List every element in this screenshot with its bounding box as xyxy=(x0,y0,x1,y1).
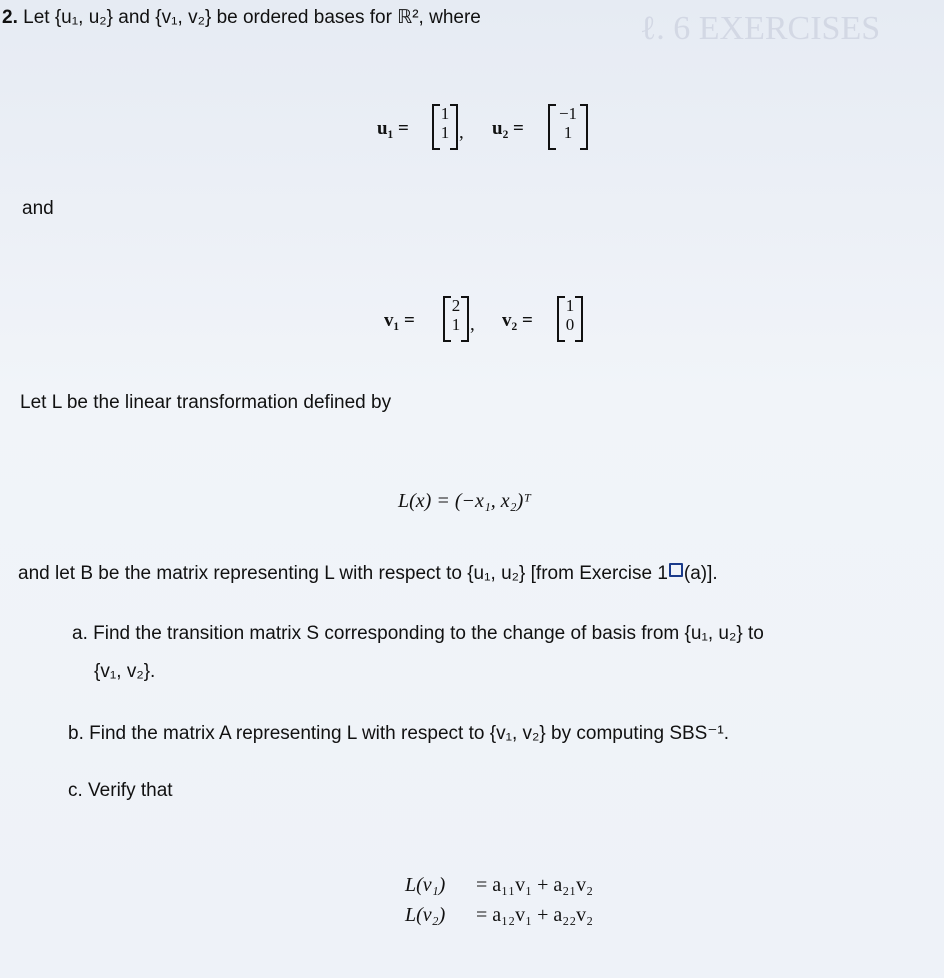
L-definition: L(x) = (−x₁, x₂)ᵀ xyxy=(398,490,532,512)
u1-entry-2: 1 xyxy=(440,123,450,142)
eq2-rhs: = a₁₂v₁ + a₂₂v₂ xyxy=(476,904,594,926)
u2-entry-2: 1 xyxy=(563,123,573,142)
u1-label: u₁ = xyxy=(377,118,409,139)
problem-intro xyxy=(2,6,481,29)
u1-vector xyxy=(432,104,458,150)
eq2-lhs: L(v₂) xyxy=(405,904,446,926)
u1-entry-1: 1 xyxy=(440,104,450,123)
external-link-icon[interactable] xyxy=(669,563,683,577)
let-B-text-main: and let B be the matrix representing L with respect to {u₁, u₂} [from Exercise 1 xyxy=(18,563,668,584)
v2-vector xyxy=(557,296,583,342)
u2-entry-1: −1 xyxy=(558,104,578,123)
eq1-rhs: = a₁₁v₁ + a₂₁v₂ xyxy=(476,874,594,896)
part-c: c. Verify that xyxy=(68,780,173,801)
v2-label: v₂ = xyxy=(502,310,533,331)
bleed-through-heading: ℓ. 6 EXERCISES xyxy=(640,10,881,47)
part-a-line-1: a. Find the transition matrix S corresponding to the change of basis from {u₁, u₂} to xyxy=(72,623,764,644)
u2-label: u₂ = xyxy=(492,118,524,139)
let-B-text-end: (a)]. xyxy=(683,563,718,584)
v2-entry-1: 1 xyxy=(565,296,575,315)
v1-vector xyxy=(443,296,469,342)
part-b: b. Find the matrix A representing L with respect to {v₁, v₂} by computing SBS⁻¹. xyxy=(68,723,729,744)
v1-label: v₁ = xyxy=(384,310,415,331)
let-L-text: Let L be the linear transformation defined by xyxy=(20,392,392,413)
part-a-line-2: {v₁, v₂}. xyxy=(94,661,156,682)
let-B-text xyxy=(18,563,718,585)
eq1-lhs: L(v₁) xyxy=(405,874,446,896)
v1-entry-1: 2 xyxy=(451,296,461,315)
u2-vector xyxy=(548,104,588,150)
comma: , xyxy=(470,314,475,335)
v1-entry-2: 1 xyxy=(451,315,461,334)
v2-entry-2: 0 xyxy=(565,315,575,334)
problem-number: 2. xyxy=(2,7,18,28)
intro-text: Let {u₁, u₂} and {v₁, v₂} be ordered bases for ℝ², where xyxy=(23,7,481,28)
comma: , xyxy=(459,122,464,143)
and-word: and xyxy=(22,198,54,219)
